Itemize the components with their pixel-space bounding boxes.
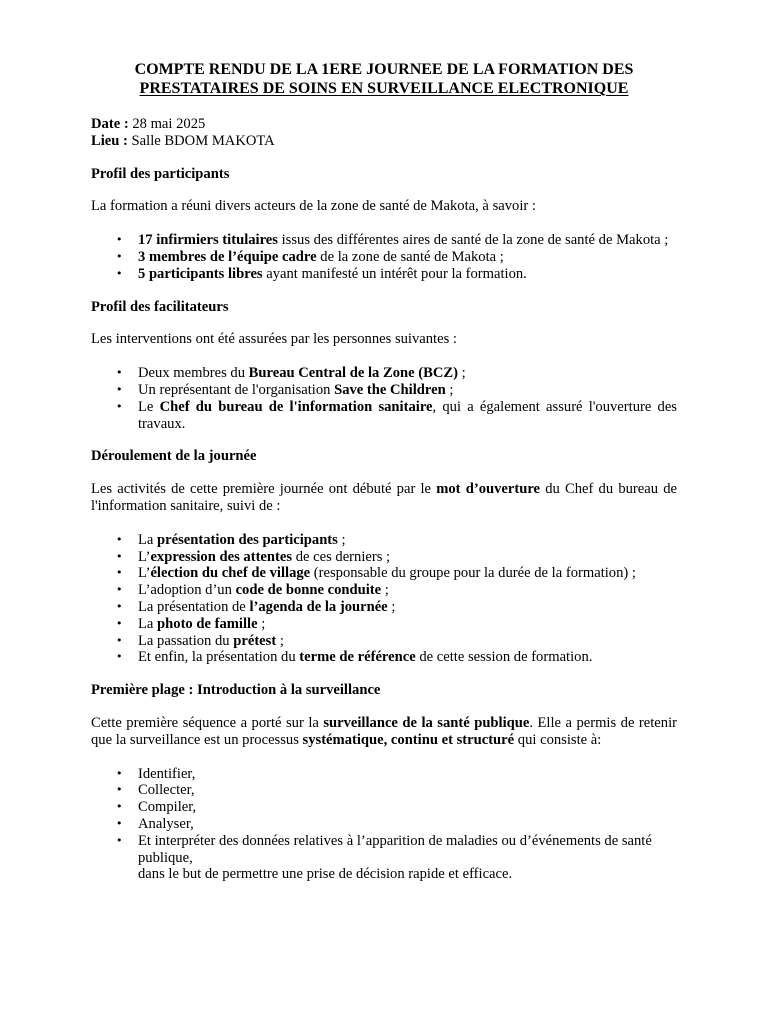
- item-text: ;: [457, 365, 466, 382]
- para-text: qui consiste à:: [514, 731, 602, 748]
- date-line: [91, 116, 677, 133]
- intro-bold: mot d’ouverture: [436, 481, 541, 498]
- item-bold: Save the Children: [334, 381, 446, 398]
- item-text: ;: [257, 615, 266, 632]
- lieu-label: Lieu :: [91, 132, 128, 149]
- title-line-2: PRESTATAIRES DE SOINS EN SURVEILLANCE ELECTRONIQUE: [139, 80, 629, 97]
- document-body: [91, 60, 677, 883]
- item-bold: Bureau Central de la Zone (BCZ): [248, 365, 458, 382]
- item-text: , qui a également assuré l'ouverture des travaux.: [138, 398, 677, 432]
- deroulement-heading: Déroulement de la journée: [91, 448, 257, 465]
- title-line-1: COMPTE RENDU DE LA 1ERE JOURNEE DE LA FORMATION DES: [134, 61, 634, 78]
- date-label: Date :: [91, 116, 129, 132]
- list-item: [91, 599, 677, 616]
- intro-text: du Chef du bureau de l'information sanitaire, suivi de :: [91, 481, 677, 514]
- item-text: ayant manifesté un intérêt pour la formation.: [262, 265, 527, 282]
- intro-text: Les activités de cette première journée ont débuté par le: [91, 481, 437, 498]
- facilitators-heading: Profil des facilitateurs: [91, 298, 229, 315]
- para-text: . Elle a permis de retenir que la surveillance est un processus: [91, 714, 677, 748]
- item-text: Deux membres du: [138, 365, 249, 382]
- list-item: [91, 649, 677, 666]
- list-item: [91, 399, 677, 433]
- list-item: [91, 633, 677, 650]
- item-bold: 3 membres de l’équipe cadre: [138, 248, 317, 265]
- para-bold: surveillance de la santé publique: [323, 714, 530, 731]
- deroulement-list: [91, 532, 677, 666]
- item-text: Le: [138, 398, 160, 415]
- item-bold: élection du chef de village: [150, 565, 311, 582]
- item-bold: 17 infirmiers titulaires: [138, 232, 278, 249]
- lieu-value: Salle BDOM MAKOTA: [131, 132, 275, 149]
- list-item: [91, 616, 677, 633]
- list-item: [91, 249, 677, 266]
- para-bold: systématique, continu et structuré: [302, 731, 515, 748]
- list-item: [91, 833, 677, 883]
- item-text: L’: [138, 548, 151, 565]
- item-text: La: [138, 531, 158, 548]
- list-item: [91, 365, 677, 382]
- item-text: La: [138, 615, 158, 632]
- item-text: Et interpréter des données relatives à l’apparition de maladies ou d’événements de santé publique,: [138, 832, 652, 866]
- facilitators-list: [91, 365, 677, 432]
- item-text: La présentation de: [138, 598, 250, 615]
- item-bold: 5 participants libres: [138, 265, 263, 282]
- item-text: ;: [337, 531, 346, 548]
- participants-heading: Profil des participants: [91, 165, 230, 182]
- item-text: ;: [381, 582, 389, 599]
- para-text: Cette première séquence a porté sur la: [91, 714, 324, 731]
- item-bold: expression des attentes: [150, 548, 293, 565]
- item-text: (responsable du groupe pour la durée de la formation) ;: [310, 565, 636, 582]
- item-bold: terme de référence: [299, 649, 416, 666]
- list-item: [91, 382, 677, 399]
- item-text: de cette session de formation.: [415, 649, 593, 666]
- item-bold: prétest: [233, 632, 277, 649]
- item-text: de la zone de santé de Makota ;: [316, 248, 504, 265]
- list-item: [91, 232, 677, 249]
- item-bold: photo de famille: [157, 615, 258, 632]
- item-text: Un représentant de l'organisation: [138, 381, 335, 398]
- surveillance-steps-list: [91, 766, 677, 884]
- list-item: [91, 582, 677, 599]
- list-item: • Collecter,: [91, 782, 677, 799]
- item-text: de ces derniers ;: [292, 548, 391, 565]
- item-text: La passation du: [138, 632, 234, 649]
- item-bold: présentation des participants: [157, 531, 338, 548]
- premiere-plage-paragraph: [91, 715, 677, 749]
- item-text: ;: [445, 381, 454, 398]
- lieu-line: [91, 133, 677, 150]
- list-item: [91, 549, 677, 566]
- deroulement-intro: [91, 481, 677, 515]
- item-text: ;: [276, 632, 284, 649]
- premiere-plage-heading: Première plage : Introduction à la surveillance: [91, 682, 381, 699]
- participants-list: [91, 232, 677, 282]
- list-item: [91, 565, 677, 582]
- list-item: • Compiler,: [91, 799, 677, 816]
- meta-block: [91, 116, 677, 150]
- item-text: L’: [138, 565, 151, 582]
- list-item: • Analyser,: [91, 816, 677, 833]
- list-item: [91, 532, 677, 549]
- document-title: [91, 60, 677, 98]
- list-item: [91, 266, 677, 283]
- facilitators-intro: Les interventions ont été assurées par les personnes suivantes :: [91, 331, 457, 348]
- date-value: 28 mai 2025: [132, 116, 206, 132]
- item-continuation: dans le but de permettre une prise de décision rapide et efficace.: [138, 866, 513, 883]
- item-text: L’adoption d’un: [138, 582, 236, 599]
- item-bold: code de bonne conduite: [235, 582, 382, 599]
- participants-intro: La formation a réuni divers acteurs de la zone de santé de Makota, à savoir :: [91, 198, 536, 215]
- item-bold: Chef du bureau de l'information sanitaire: [159, 398, 433, 415]
- list-item: • Identifier,: [91, 766, 677, 783]
- item-text: issus des différentes aires de santé de la zone de santé de Makota ;: [277, 232, 669, 249]
- item-text: Et enfin, la présentation du: [138, 649, 300, 666]
- item-bold: l’agenda de la journée: [249, 598, 388, 615]
- item-text: ;: [387, 598, 396, 615]
